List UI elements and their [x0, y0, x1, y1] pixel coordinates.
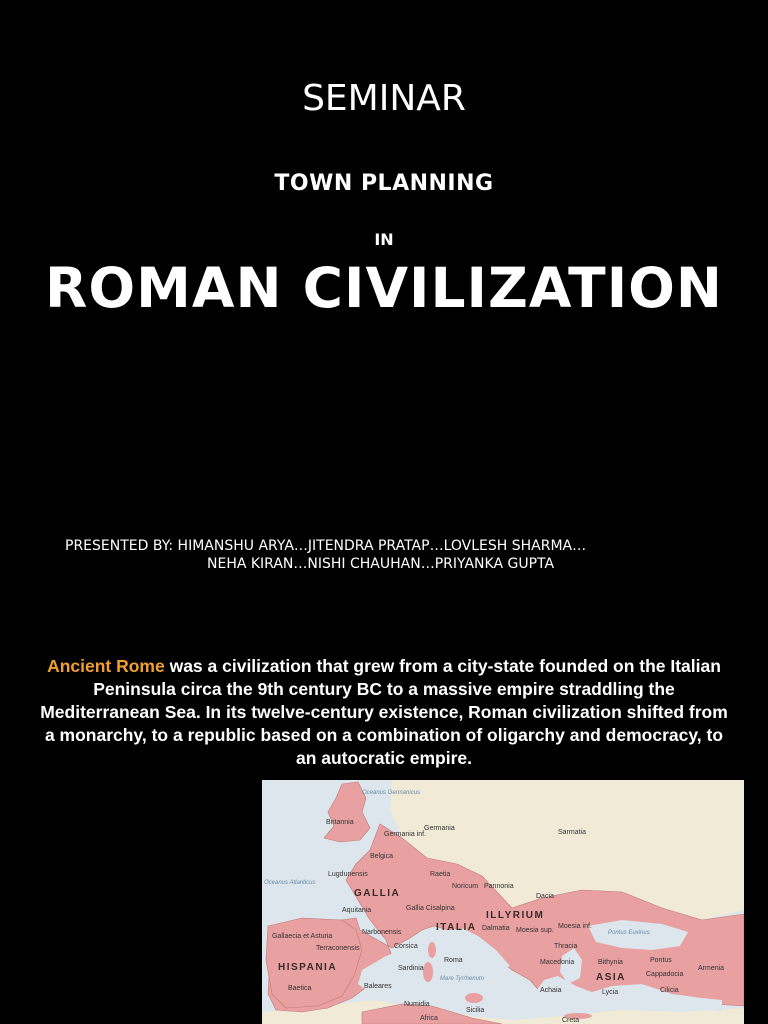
label-roma: Roma [444, 957, 463, 964]
label-sicilia: Sicilia [466, 1007, 485, 1014]
connector-word: IN [374, 230, 394, 249]
map-island-corsica [428, 942, 436, 958]
label-cilicia: Cilicia [660, 987, 679, 994]
label-africa: Africa [420, 1015, 438, 1022]
label-britannia: Britannia [326, 819, 354, 826]
topic-heading: TOWN PLANNING [274, 171, 494, 196]
seminar-heading: SEMINAR [302, 78, 466, 119]
label-cappadocia: Cappadocia [646, 971, 684, 978]
map-island-sicilia [465, 993, 483, 1003]
presenters-line-1: PRESENTED BY: HIMANSHU ARYA…JITENDRA PRATAP…LOVLESH SHARMA… [65, 538, 587, 554]
label-hispania: HISPANIA [278, 962, 338, 973]
label-armenia: Armenia [698, 965, 725, 972]
label-illyrium: ILLYRIUM [486, 910, 545, 921]
label-germania: Germania [424, 825, 455, 832]
label-raetia: Raetia [430, 871, 451, 878]
intro-paragraph [34, 655, 734, 770]
label-sardinia: Sardinia [398, 965, 424, 972]
label-numidia: Numidia [404, 1001, 430, 1008]
presenters-line-2: NEHA KIRAN…NISHI CHAUHAN…PRIYANKA GUPTA [207, 556, 555, 572]
label-asia: ASIA [596, 972, 626, 983]
label-italia: ITALIA [436, 922, 477, 933]
label-narbonensis: Narbonensis [362, 929, 402, 936]
label-mare-tyrrhenum: Mare Tyrrhenum [440, 976, 484, 982]
label-oceanus-atlanticus: Oceanus Atlanticus [264, 880, 316, 886]
label-baleares: Baleares [364, 983, 392, 990]
label-pontus: Pontus [650, 957, 672, 964]
label-noricum: Noricum [452, 883, 479, 890]
label-bithynia: Bithynia [598, 959, 623, 966]
page-title: ROMAN CIVILIZATION [45, 256, 723, 320]
label-gallia: GALLIA [354, 888, 401, 899]
label-belgica: Belgica [370, 853, 393, 860]
label-creta: Creta [562, 1017, 580, 1024]
label-thracia: Thracia [554, 943, 578, 950]
label-aquitania: Aquitania [342, 907, 372, 914]
label-moesia-inf: Moesia inf. [558, 923, 592, 930]
label-oceanus-germanicus: Oceanus Germanicus [362, 790, 421, 796]
map-island-sardinia [423, 962, 433, 982]
label-pannonia: Pannonia [484, 883, 514, 890]
label-gallia-cisalpina: Gallia Cisalpina [406, 905, 455, 912]
label-macedonia: Macedonia [540, 959, 575, 966]
roman-empire-map [262, 780, 744, 1024]
label-baetica: Baetica [288, 985, 312, 992]
intro-text: was a civilization that grew from a city-state founded on the Italian Peninsula circa the 9th century BC to a massive empire straddling the Mediterranean Sea. In its twelve-century existence, Roman civilization shifted from a monarchy, to a republic based on a combination of oligarchy and democracy, to an autocratic empire. [40, 656, 728, 768]
label-lugdunensis: Lugdunensis [328, 871, 368, 878]
label-gallaecia: Gallaecia et Asturia [272, 933, 333, 940]
label-achaia: Achaia [540, 987, 562, 994]
label-dalmatia: Dalmatia [482, 925, 510, 932]
label-tarraconensis: Terraconensis [316, 945, 360, 952]
label-sarmatia: Sarmatia [558, 829, 587, 836]
label-pontus-euxinus: Pontus Euxinus [608, 930, 650, 936]
label-corsica: Corsica [394, 943, 418, 950]
map-svg [262, 780, 744, 1024]
intro-highlight: Ancient Rome [47, 656, 165, 676]
label-moesia-sup: Moesia sup. [516, 927, 554, 934]
label-lycia: Lycia [602, 989, 619, 996]
label-dacia: Dacia [536, 893, 554, 900]
label-germania-inf: Germania inf. [384, 831, 427, 838]
